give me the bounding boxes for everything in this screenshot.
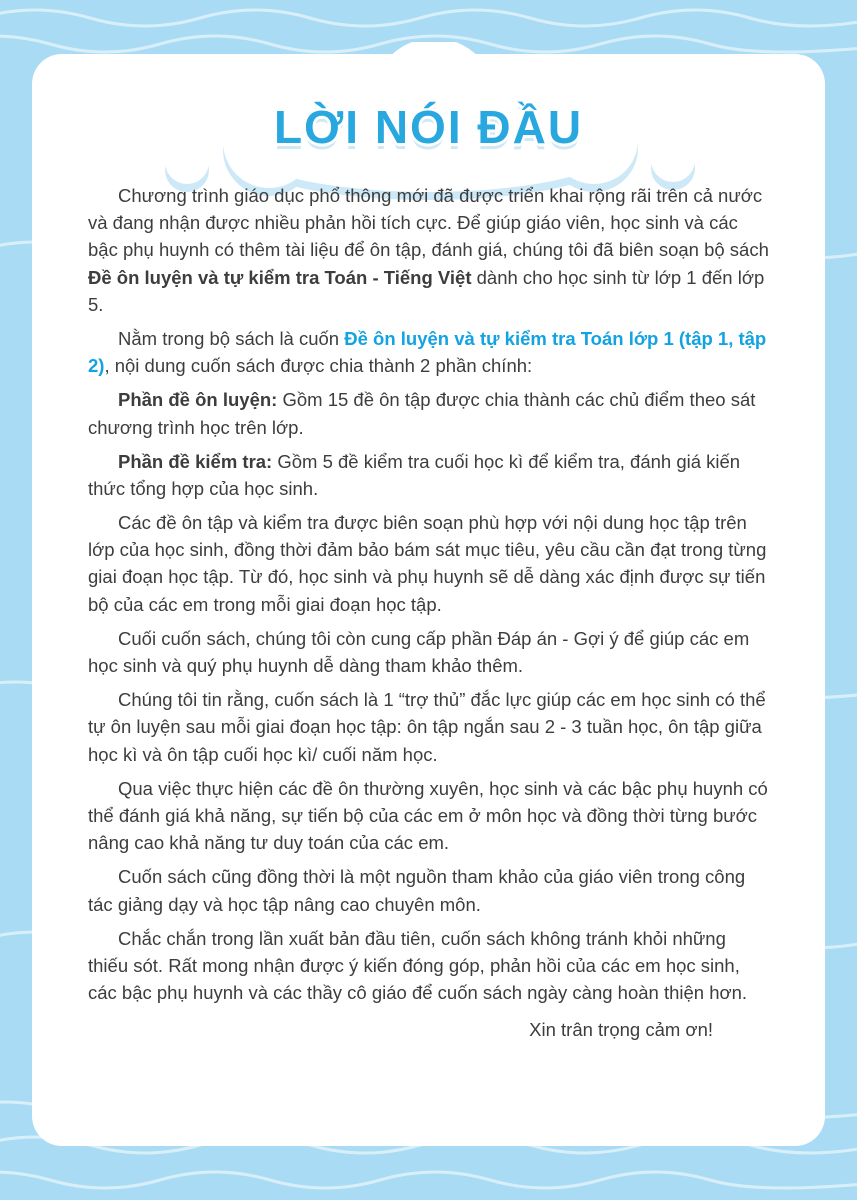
text-segment: Các đề ôn tập và kiểm tra được biên soạn phù hợp với nội dung học tập trên lớp của học sinh, đồng thời đảm bảo bám sát mục tiêu, yêu cầu cần đạt trong từng giai đoạn học tập. Từ đó, học sinh và phụ huynh sẽ dễ dàng xác định được sự tiến bộ của các em trong mỗi giai đoạn học tập. <box>88 512 767 615</box>
paragraph <box>88 775 771 857</box>
page-title: LỜI NÓI ĐẦU <box>273 101 584 153</box>
foreword-body <box>88 182 771 1043</box>
text-segment: Cuốn sách cũng đồng thời là một nguồn tham khảo của giáo viên trong công tác giảng dạy và học tập nâng cao chuyên môn. <box>88 866 746 915</box>
text-segment: Đề ôn luyện và tự kiểm tra Toán lớp 1 (tập 1, tập 2) <box>88 327 767 377</box>
text-segment: Phần đề kiểm tra: <box>118 450 278 472</box>
paragraph <box>88 509 771 618</box>
text-segment: Nằm trong bộ sách là cuốn <box>118 327 345 349</box>
text-segment: Qua việc thực hiện các đề ôn thường xuyên, học sinh và các bậc phụ huynh có thể đánh giá khả năng, sự tiến bộ của các em ở môn học và đồng thời từng bước nâng cao khả năng tư duy toán của các em. <box>88 777 768 854</box>
closing-line: Xin trân trọng cảm ơn! <box>529 1019 713 1041</box>
text-segment: Gồm 15 đề ôn tập được chia thành các chủ điểm theo sát chương trình học trên lớp. <box>88 389 756 438</box>
paragraph <box>88 863 771 917</box>
paragraph <box>88 625 771 679</box>
text-segment: Đề ôn luyện và tự kiểm tra Toán - Tiếng Việt <box>88 266 472 288</box>
text-segment: Chắc chắn trong lần xuất bản đầu tiên, cuốn sách không tránh khỏi những thiếu sót. Rất mong nhận được ý kiến đóng góp, phản hồi của các em học sinh, các bậc phụ huynh và các thầy cô giáo để cuốn sách ngày càng hoàn thiện hơn. <box>88 927 748 1004</box>
content-card <box>32 54 825 1146</box>
paragraph <box>88 448 771 502</box>
paragraph <box>88 182 771 318</box>
text-segment: Chương trình giáo dục phổ thông mới đã được triển khai rộng rãi trên cả nước và đang nhận được nhiều phản hồi tích cực. Để giúp giáo viên, học sinh và các bậc phụ huynh có thêm tài liệu để ôn tập, đánh giá, chúng tôi đã biên soạn bộ sách <box>88 185 769 261</box>
text-segment: Chúng tôi tin rằng, cuốn sách là 1 “trợ thủ” đắc lực giúp các em học sinh có thể tự ôn luyện sau mỗi giai đoạn học tập: ôn tập ngắn sau 2 - 3 tuần học, ôn tập giữa học kì và ôn tập cuối học kì/ cuối năm học. <box>88 689 766 765</box>
text-segment: Cuối cuốn sách, chúng tôi còn cung cấp phần Đáp án - Gợi ý để giúp các em học sinh và quý phụ huynh dễ dàng tham khảo thêm. <box>88 627 750 676</box>
paragraph <box>88 686 771 768</box>
paragraph <box>88 925 771 1007</box>
paragraph <box>88 386 771 440</box>
paragraph <box>88 325 771 379</box>
text-segment: Gồm 5 đề kiểm tra cuối học kì để kiểm tra, đánh giá kiến thức tổng hợp của học sinh. <box>88 450 741 499</box>
text-segment: Phần đề ôn luyện: <box>118 389 283 411</box>
text-segment: , nội dung cuốn sách được chia thành 2 phần chính: <box>104 355 533 377</box>
text-segment: dành cho học sinh từ lớp 1 đến lớp 5. <box>88 266 765 315</box>
